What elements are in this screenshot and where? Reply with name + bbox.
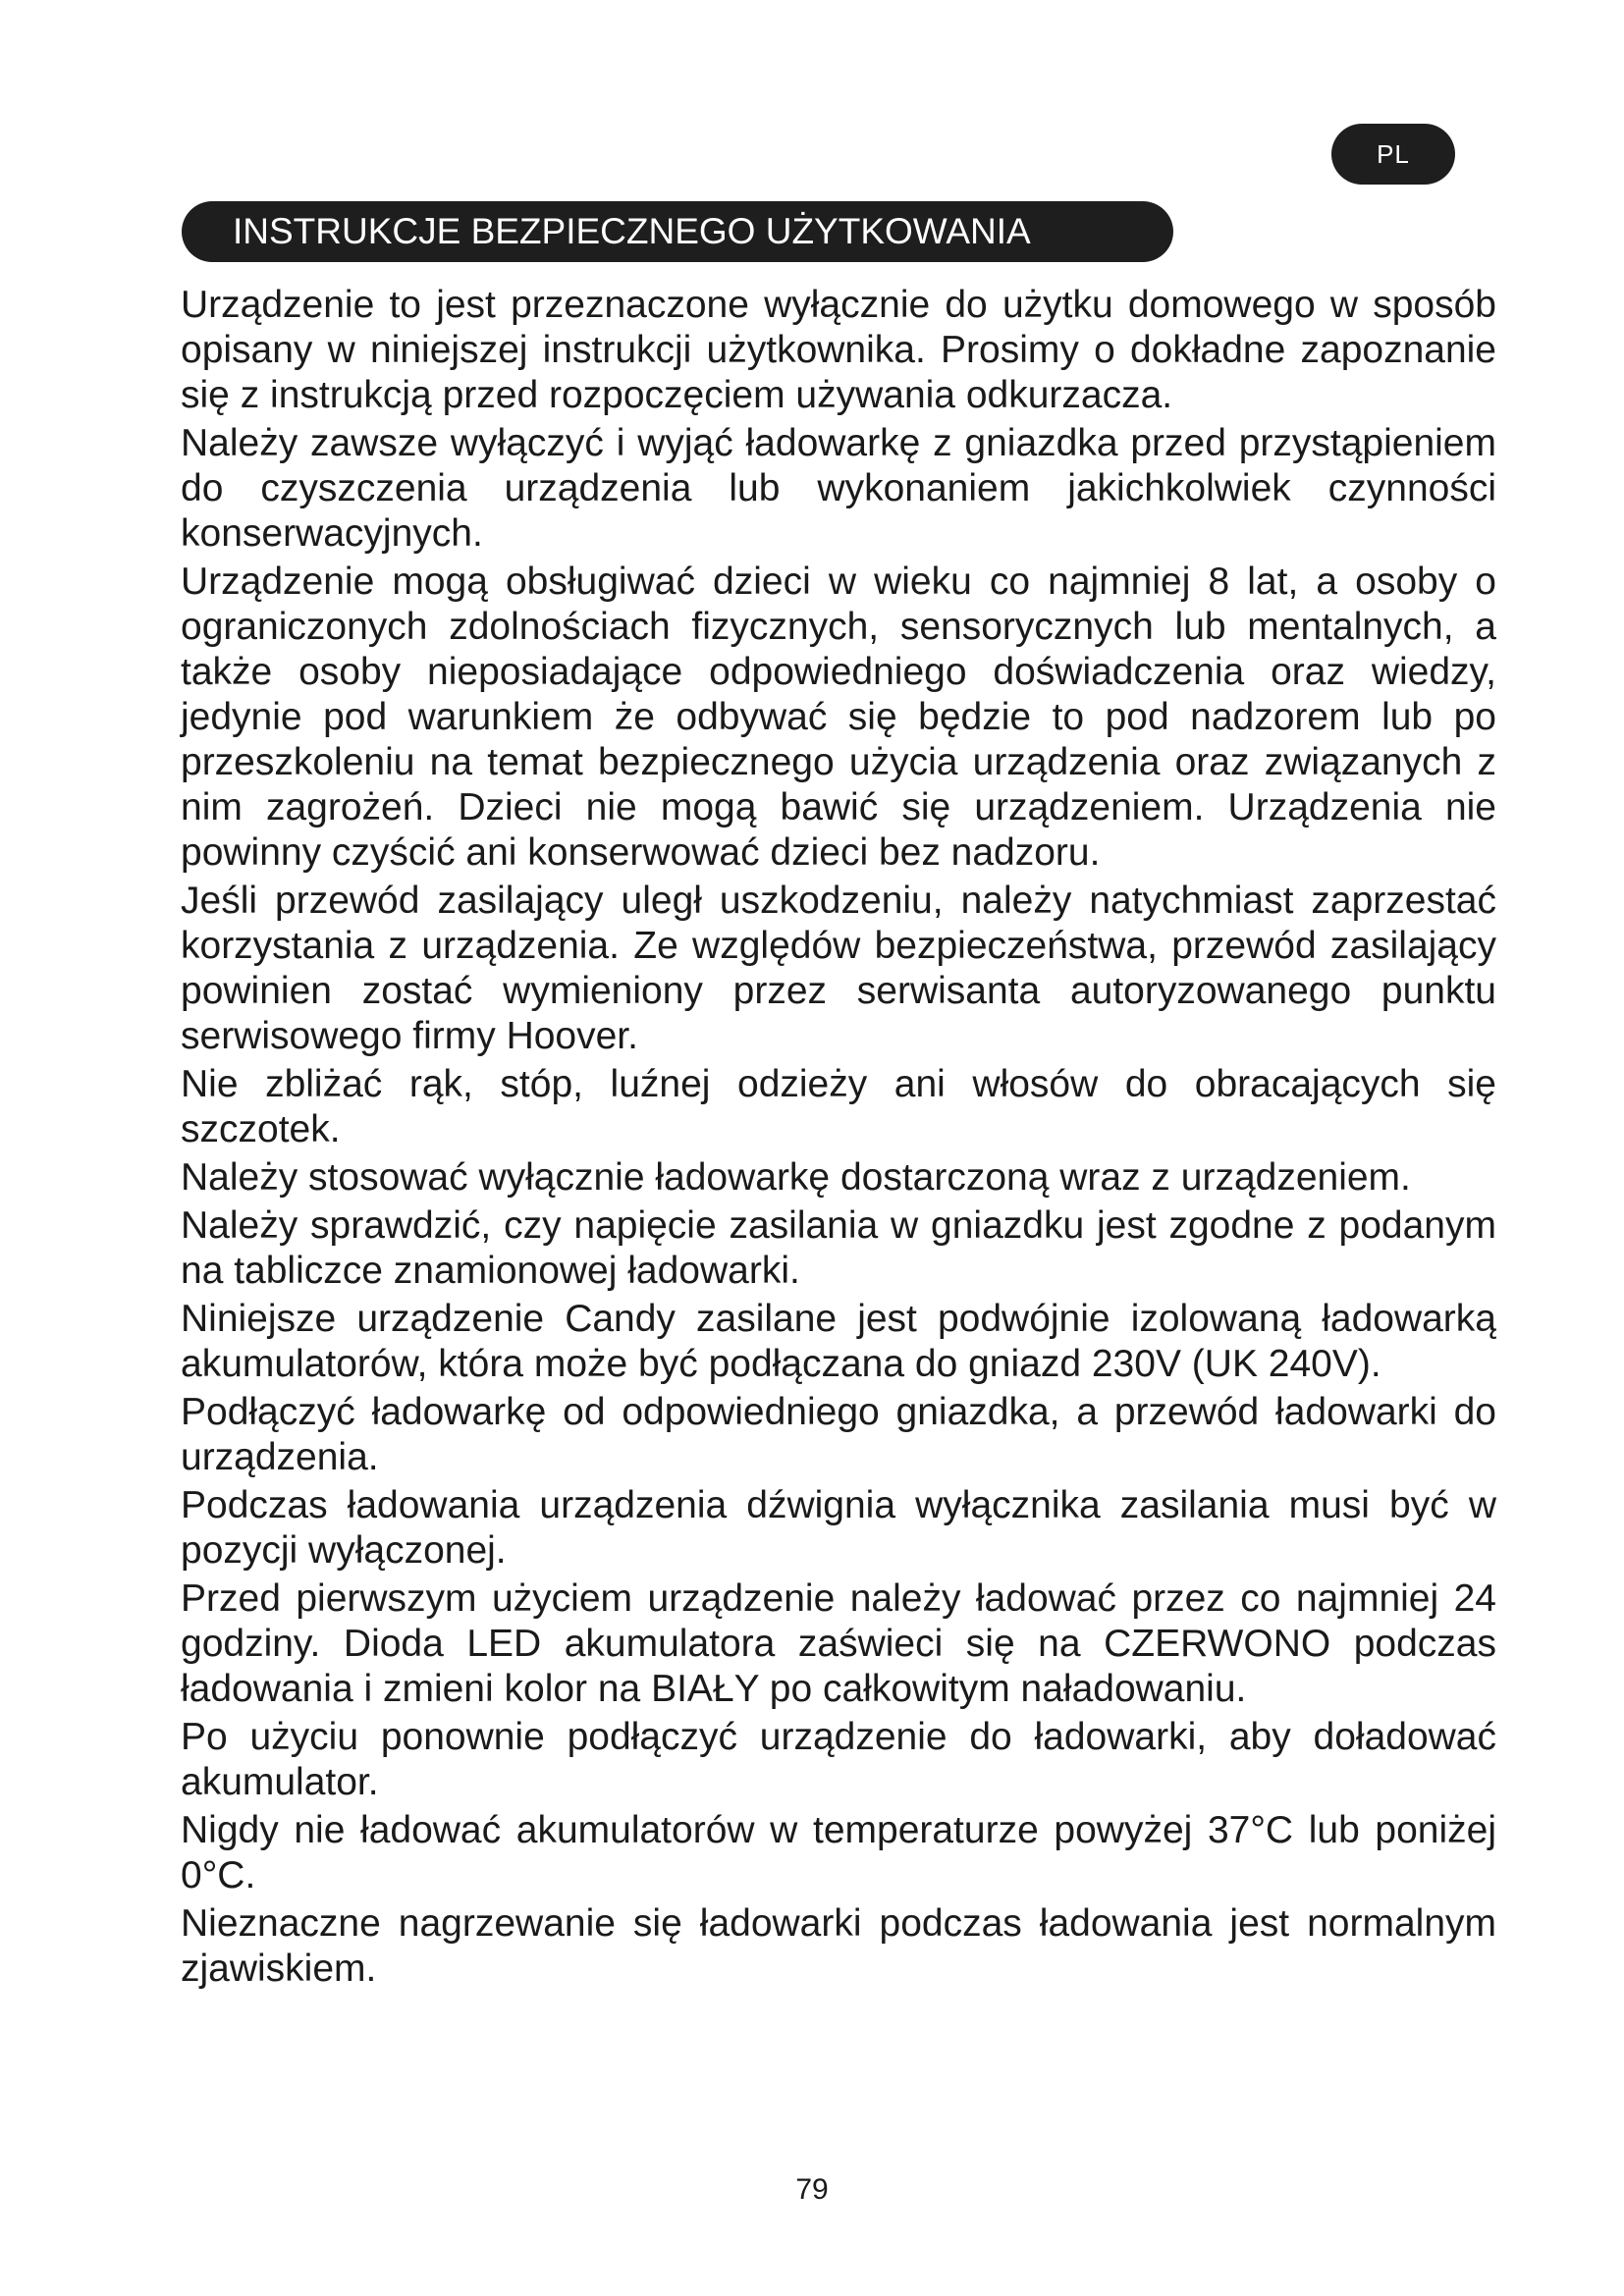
language-badge: PL — [1331, 124, 1455, 185]
instruction-paragraph: Należy stosować wyłącznie ładowarkę dostarczoną wraz z urządzeniem. — [181, 1156, 1411, 1199]
instruction-paragraph: Nie zbliżać rąk, stóp, luźnej odzieży ani włosów do obracających się szczotek. — [181, 1063, 1496, 1150]
instruction-paragraph: Nieznaczne nagrzewanie się ładowarki podczas ładowania jest normalnym zjawiskiem. — [181, 1902, 1496, 1990]
instruction-paragraph: Należy sprawdzić, czy napięcie zasilania w gniazdku jest zgodne z podanym na tabliczce znamionowej ładowarki. — [181, 1204, 1496, 1292]
instruction-paragraph: Podczas ładowania urządzenia dźwignia wyłącznika zasilania musi być w pozycji wyłączonej. — [181, 1484, 1496, 1572]
section-title: INSTRUKCJE BEZPIECZNEGO UŻYTKOWANIA — [182, 201, 1173, 262]
instruction-paragraph: Urządzenie mogą obsługiwać dzieci w wieku co najmniej 8 lat, a osoby o ograniczonych zdolnościach fizycznych, sensorycznych lub mentalnych, a także osoby nieposiadające odpowiedniego doświadczenia oraz wiedzy, jedynie pod warunkiem że odbywać się będzie to pod nadzorem lub po przeszkoleniu na temat bezpiecznego użycia urządzenia oraz związanych z nim zagrożeń. Dzieci nie mogą bawić się urządzeniem. Urządzenia nie powinny czyścić ani konserwować dzieci bez nadzoru. — [181, 561, 1496, 874]
instruction-paragraph: Jeśli przewód zasilający uległ uszkodzeniu, należy natychmiast zaprzestać korzystania z urządzenia. Ze względów bezpieczeństwa, przewód zasilający powinien zostać wymieniony przez serwisanta autoryzowanego punktu serwisowego firmy Hoover. — [181, 880, 1496, 1057]
instruction-paragraph: Urządzenie to jest przeznaczone wyłącznie do użytku domowego w sposób opisany w niniejszej instrukcji użytkownika. Prosimy o dokładne zapoznanie się z instrukcją przed rozpoczęciem używania odkurzacza. — [181, 284, 1496, 416]
instruction-paragraph: Po użyciu ponownie podłączyć urządzenie do ładowarki, aby doładować akumulator. — [181, 1716, 1496, 1803]
instruction-paragraph: Nigdy nie ładować akumulatorów w temperaturze powyżej 37°C lub poniżej 0°C. — [181, 1809, 1496, 1896]
instruction-paragraph: Należy zawsze wyłączyć i wyjąć ładowarkę z gniazdka przed przystąpieniem do czyszczenia urządzenia lub wykonaniem jakichkolwiek czynności konserwacyjnych. — [181, 422, 1496, 555]
instructions-body — [181, 283, 1496, 1995]
instruction-paragraph: Podłączyć ładowarkę od odpowiedniego gniazdka, a przewód ładowarki do urządzenia. — [181, 1391, 1496, 1478]
instruction-paragraph: Niniejsze urządzenie Candy zasilane jest podwójnie izolowaną ładowarką akumulatorów, która może być podłączana do gniazd 230V (UK 240V). — [181, 1298, 1496, 1385]
instruction-paragraph: Przed pierwszym użyciem urządzenie należy ładować przez co najmniej 24 godziny. Dioda LED akumulatora zaświeci się na CZERWONO podczas ładowania i zmieni kolor na BIAŁY po całkowitym naładowaniu. — [181, 1577, 1496, 1710]
page-number: 79 — [795, 2173, 829, 2206]
